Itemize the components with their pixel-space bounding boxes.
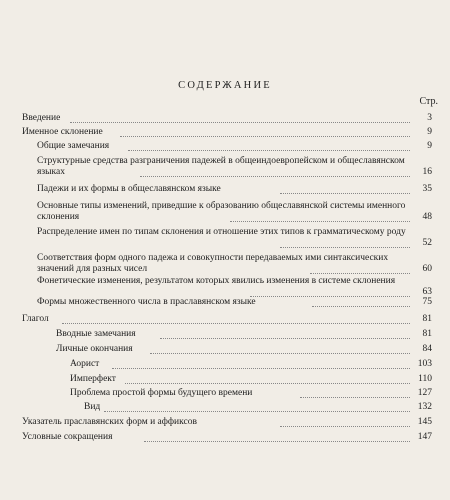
toc-entry-label: Распределение имен по типам склонения и отношение этих типов к грамматическому роду (37, 227, 406, 237)
toc-entry-label: Имперфект (70, 374, 116, 384)
toc-entry-label: Соответствия форм одного падежа и совокупности передаваемых ими синтаксических значений для разных чисел (37, 253, 389, 274)
toc-entry-page: 110 (418, 374, 432, 384)
toc-entry-label: Условные сокращения (22, 432, 113, 442)
toc-entry-label: Введение (22, 113, 61, 123)
toc-entry-page: 81 (422, 329, 432, 339)
toc-entry-page: 84 (422, 344, 432, 354)
toc-leader (310, 272, 410, 274)
toc-entry-label: Личные окончания (56, 344, 133, 354)
toc-entry-label: Общие замечания (37, 141, 110, 151)
toc-entry-page: 3 (427, 113, 432, 123)
toc-entry-page: 48 (422, 212, 432, 222)
toc-entry-label: Структурные средства разграничения падежей в общеиндоевропейском и общеславянском языках (37, 156, 405, 177)
toc-leader (230, 220, 410, 222)
toc-leader (125, 382, 410, 384)
toc-entry-label: Падежи и их формы в общеславянском языке (37, 184, 221, 194)
toc-entry-label: Глагол (22, 314, 49, 324)
toc-entry-label: Основные типы изменений, приведшие к образованию общеславянской системы именного склонения (37, 201, 406, 222)
page-column-label: Стр. (419, 96, 438, 107)
toc-entry-page: 63 (422, 287, 432, 297)
toc-entry-label: Вводные замечания (56, 329, 136, 339)
toc-leader (150, 352, 410, 354)
page-title: СОДЕРЖАНИЕ (178, 80, 272, 91)
toc-entry-page: 127 (417, 388, 432, 398)
toc-leader (112, 367, 410, 369)
toc-entry-label: Формы множественного числа в праславянском языке (37, 297, 256, 307)
toc-entry-label: Указатель праславянских форм и аффиксов (22, 417, 197, 427)
toc-leader (280, 192, 410, 194)
toc-entry-page: 81 (422, 314, 432, 324)
toc-entry-label: Вид (84, 402, 101, 412)
toc-entry-label: Аорист (70, 359, 100, 369)
toc-entry-page: 52 (422, 238, 432, 248)
toc-leader (140, 175, 410, 177)
toc-leader (144, 440, 410, 442)
toc-leader (160, 337, 410, 339)
toc-leader (250, 295, 410, 297)
toc-entry-page: 132 (417, 402, 432, 412)
toc-entry-page: 9 (427, 127, 432, 137)
toc-entry-page: 75 (422, 297, 432, 307)
toc-entry-page: 147 (417, 432, 432, 442)
toc-leader (70, 121, 410, 123)
toc-entry-page: 16 (422, 167, 432, 177)
toc-entry-page: 35 (422, 184, 432, 194)
toc-leader (280, 425, 410, 427)
toc-entry-label: Именное склонение (22, 127, 103, 137)
toc-entry-page: 60 (422, 264, 432, 274)
toc-leader (62, 322, 410, 324)
toc-entry-label: Проблема простой формы будущего времени (70, 388, 253, 398)
toc-leader (280, 246, 410, 248)
toc-leader (312, 305, 410, 307)
toc-entry-label: Фонетические изменения, результатом которых явились изменения в системе склонения (37, 276, 396, 286)
toc-leader (128, 149, 410, 151)
toc-entry-page: 145 (417, 417, 432, 427)
toc-leader (300, 396, 410, 398)
toc-entry-page: 9 (427, 141, 432, 151)
toc-leader (104, 410, 410, 412)
toc-entry-page: 103 (417, 359, 432, 369)
toc-leader (120, 135, 410, 137)
